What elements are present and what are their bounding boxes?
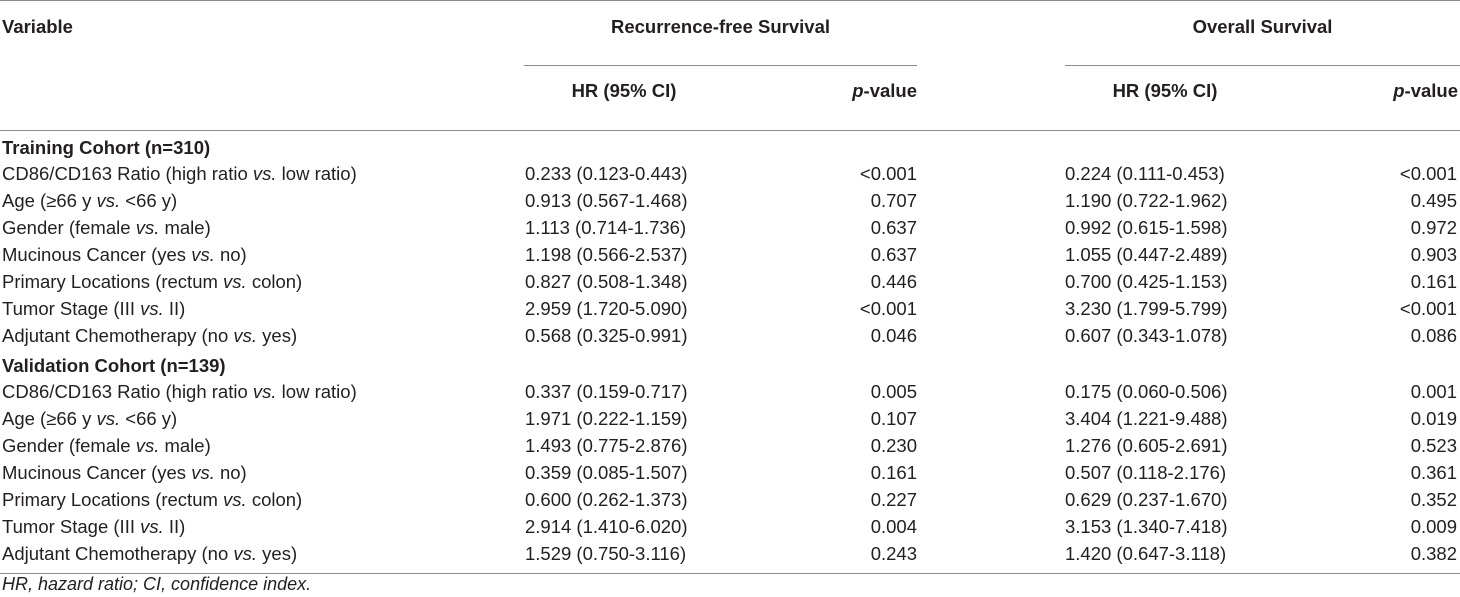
os-p-value-cell: 0.001 xyxy=(1410,380,1457,402)
rfs-p-value-cell: 0.637 xyxy=(870,243,917,265)
section-title: Validation Cohort (n=139) xyxy=(2,355,226,376)
variable-cell: Adjutant Chemotherapy (no vs. yes) xyxy=(2,542,298,564)
variable-cell: Age (≥66 y vs. <66 y) xyxy=(2,189,178,211)
overall-survival-header xyxy=(1065,1,1460,67)
os-p-value-cell: <0.001 xyxy=(1399,297,1457,319)
rfs-hr-cell: 0.233 (0.123-0.443) xyxy=(525,162,688,184)
rfs-hr-cell: 1.493 (0.775-2.876) xyxy=(525,434,688,456)
rfs-hr-cell: 1.971 (0.222-1.159) xyxy=(525,407,688,429)
variable-cell: Primary Locations (rectum vs. colon) xyxy=(2,488,303,510)
rfs-p-value-cell: 0.707 xyxy=(870,189,917,211)
spacer-cell xyxy=(917,486,1065,513)
variable-cell: CD86/CD163 Ratio (high ratio vs. low ratio) xyxy=(2,162,357,184)
variable-cell: Tumor Stage (III vs. II) xyxy=(2,297,186,319)
os-hr-cell: 1.055 (0.447-2.489) xyxy=(1065,243,1228,265)
rfs-p-value-cell: 0.005 xyxy=(870,380,917,402)
rfs-p-value-cell: 0.107 xyxy=(870,407,917,429)
spacer-cell xyxy=(917,322,1065,349)
os-hr-cell: 0.224 (0.111-0.453) xyxy=(1065,162,1225,184)
variable-cell: Gender (female vs. male) xyxy=(2,216,211,238)
table-row xyxy=(0,160,1460,187)
os-p-value-cell: 0.009 xyxy=(1410,515,1457,537)
os-hr-cell: 0.629 (0.237-1.670) xyxy=(1065,488,1228,510)
os-p-value-header: p-value xyxy=(1393,80,1458,101)
rfs-p-value-cell: 0.227 xyxy=(870,488,917,510)
section-header-row xyxy=(0,131,1460,161)
rfs-hr-cell: 0.568 (0.325-0.991) xyxy=(525,324,688,346)
os-hr-cell: 0.700 (0.425-1.153) xyxy=(1065,270,1228,292)
variable-cell: Mucinous Cancer (yes vs. no) xyxy=(2,243,247,265)
rfs-hr-cell: 1.198 (0.566-2.537) xyxy=(525,243,688,265)
os-p-value-cell: <0.001 xyxy=(1399,162,1457,184)
os-hr-cell: 0.607 (0.343-1.078) xyxy=(1065,324,1228,346)
rfs-hr-cell: 0.600 (0.262-1.373) xyxy=(525,488,688,510)
spacer-cell xyxy=(917,160,1065,187)
table-row xyxy=(0,432,1460,459)
table-row xyxy=(0,486,1460,513)
spacer-cell xyxy=(917,432,1065,459)
rfs-hr-cell: 1.529 (0.750-3.116) xyxy=(525,542,687,564)
table-body xyxy=(0,131,1460,574)
os-p-value-cell: 0.161 xyxy=(1410,270,1457,292)
table-row xyxy=(0,241,1460,268)
variable-cell: Adjutant Chemotherapy (no vs. yes) xyxy=(2,324,298,346)
os-hr-cell: 0.507 (0.118-2.176) xyxy=(1065,461,1227,483)
spacer-cell xyxy=(917,378,1065,405)
spacer-cell xyxy=(917,214,1065,241)
spacer-cell xyxy=(917,459,1065,486)
recurrence-free-survival-label: Recurrence-free Survival xyxy=(610,16,831,37)
spacer-cell xyxy=(917,268,1065,295)
variable-cell: Gender (female vs. male) xyxy=(2,434,211,456)
os-p-value-cell: 0.361 xyxy=(1410,461,1457,483)
os-hr-header: HR (95% CI) xyxy=(1112,80,1218,101)
variable-header: Variable xyxy=(2,16,73,37)
rfs-p-value-cell: 0.046 xyxy=(870,324,917,346)
overall-survival-label: Overall Survival xyxy=(1192,16,1333,37)
os-hr-cell: 3.153 (1.340-7.418) xyxy=(1065,515,1228,537)
rfs-hr-cell: 0.359 (0.085-1.507) xyxy=(525,461,688,483)
variable-cell: Age (≥66 y vs. <66 y) xyxy=(2,407,178,429)
os-hr-cell: 3.230 (1.799-5.799) xyxy=(1065,297,1228,319)
rfs-p-value-cell: 0.161 xyxy=(870,461,917,483)
recurrence-free-survival-header xyxy=(524,1,917,67)
table-row xyxy=(0,405,1460,432)
table-row xyxy=(0,459,1460,486)
os-p-value-cell: 0.903 xyxy=(1410,243,1457,265)
variable-cell: CD86/CD163 Ratio (high ratio vs. low ratio) xyxy=(2,380,357,402)
spacer-cell xyxy=(917,540,1065,574)
os-hr-cell: 0.992 (0.615-1.598) xyxy=(1065,216,1228,238)
rfs-p-value-cell: <0.001 xyxy=(859,162,917,184)
os-p-value-cell: 0.972 xyxy=(1410,216,1457,238)
section-header-row xyxy=(0,349,1460,378)
section-title: Training Cohort (n=310) xyxy=(2,137,211,158)
table-row xyxy=(0,214,1460,241)
os-hr-cell: 0.175 (0.060-0.506) xyxy=(1065,380,1228,402)
rfs-hr-cell: 2.914 (1.410-6.020) xyxy=(525,515,688,537)
spacer-cell xyxy=(917,187,1065,214)
spacer-cell xyxy=(917,405,1065,432)
rfs-p-value-cell: <0.001 xyxy=(859,297,917,319)
spacer-cell xyxy=(917,241,1065,268)
os-hr-cell: 1.190 (0.722-1.962) xyxy=(1065,189,1228,211)
spacer-cell xyxy=(917,295,1065,322)
rfs-hr-cell: 2.959 (1.720-5.090) xyxy=(525,297,688,319)
os-p-value-cell: 0.019 xyxy=(1410,407,1457,429)
rfs-p-value-cell: 0.230 xyxy=(870,434,917,456)
os-p-value-cell: 0.352 xyxy=(1410,488,1457,510)
rfs-hr-cell: 0.827 (0.508-1.348) xyxy=(525,270,688,292)
table-row xyxy=(0,295,1460,322)
rfs-hr-header: HR (95% CI) xyxy=(571,80,677,101)
rfs-p-value-cell: 0.446 xyxy=(870,270,917,292)
spacer-cell xyxy=(917,513,1065,540)
variable-cell: Mucinous Cancer (yes vs. no) xyxy=(2,461,247,483)
table-row xyxy=(0,187,1460,214)
os-p-value-cell: 0.523 xyxy=(1410,434,1457,456)
table-row xyxy=(0,268,1460,295)
os-hr-cell: 1.420 (0.647-3.118) xyxy=(1065,542,1227,564)
rfs-hr-cell: 0.913 (0.567-1.468) xyxy=(525,189,688,211)
os-p-value-cell: 0.495 xyxy=(1410,189,1457,211)
table-row xyxy=(0,322,1460,349)
os-hr-cell: 1.276 (0.605-2.691) xyxy=(1065,434,1228,456)
table-row xyxy=(0,513,1460,540)
rfs-p-value-header: p-value xyxy=(852,80,917,101)
os-hr-cell: 3.404 (1.221-9.488) xyxy=(1065,407,1228,429)
table-footnote: HR, hazard ratio; CI, confidence index. xyxy=(2,574,312,594)
table-row xyxy=(0,540,1460,574)
rfs-hr-cell: 0.337 (0.159-0.717) xyxy=(525,380,688,402)
table-row xyxy=(0,378,1460,405)
rfs-p-value-cell: 0.243 xyxy=(870,542,917,564)
rfs-hr-cell: 1.113 (0.714-1.736) xyxy=(525,216,687,238)
variable-cell: Tumor Stage (III vs. II) xyxy=(2,515,186,537)
rfs-p-value-cell: 0.004 xyxy=(870,515,917,537)
rfs-p-value-cell: 0.637 xyxy=(870,216,917,238)
os-p-value-cell: 0.086 xyxy=(1410,324,1457,346)
variable-cell: Primary Locations (rectum vs. colon) xyxy=(2,270,303,292)
os-p-value-cell: 0.382 xyxy=(1410,542,1457,564)
